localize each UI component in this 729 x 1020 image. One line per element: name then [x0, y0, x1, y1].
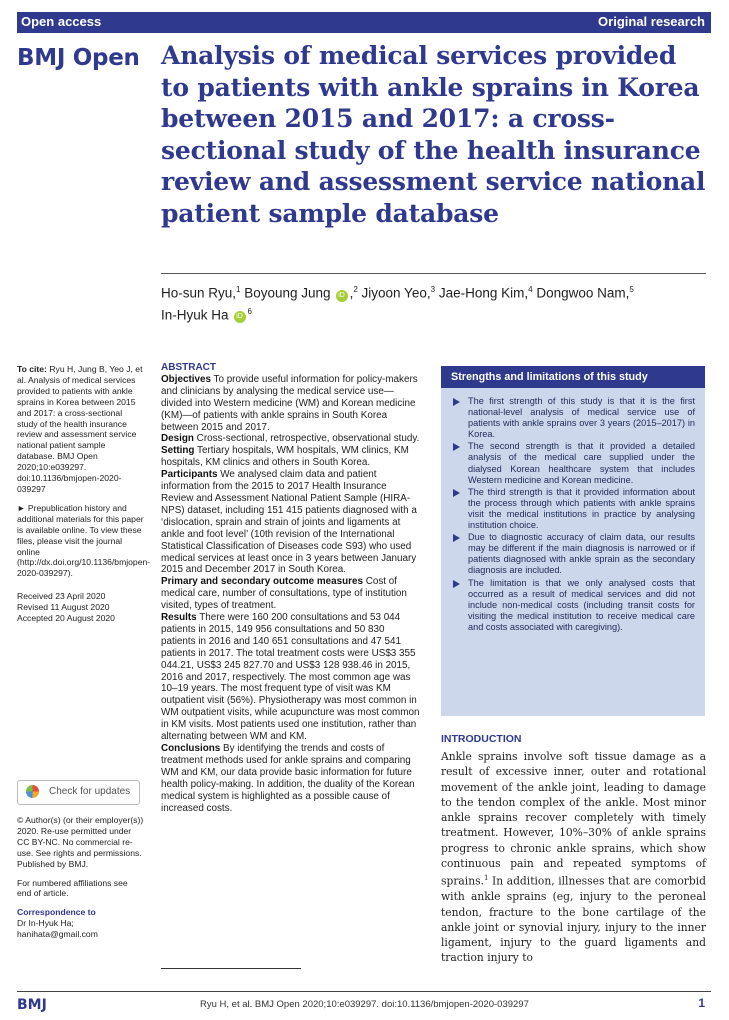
strengths-heading: Strengths and limitations of this study: [441, 366, 705, 388]
abstract-setting: [161, 445, 421, 469]
correspondence-email[interactable]: hanihata@gmail.com: [17, 929, 98, 940]
article-title: Analysis of medical services provided to patients with ankle sprains in Korea between 2015 and 2017: a cross-sectional study of the health insurance review and assessment service national patient sample database: [161, 41, 706, 228]
abstract-results: [161, 612, 421, 743]
abstract-participants: [161, 469, 421, 576]
list-item: [451, 532, 695, 576]
setting-text: Tertiary hospitals, WM hospitals, WM clinics, KM hospitals, KM clinics and others in South Korea.: [161, 445, 409, 469]
abstract: [161, 362, 421, 814]
cite-block: [17, 364, 144, 495]
list-item: [451, 441, 695, 485]
strengths-list: [441, 396, 705, 633]
reference-number[interactable]: 1: [484, 874, 489, 883]
author-name: Jae-Hong Kim,: [435, 285, 529, 301]
abstract-end-rule: [161, 968, 301, 969]
received-date: Received 23 April 2020: [17, 591, 106, 602]
affiliation-number: 1: [236, 285, 241, 294]
objectives-text: To provide useful information for policy-makers and clinicians by analysing the medical service use—divided into Western medicine (WM) and Korean medicine (KM)—of patients with ankle sprains in South Korea between 2015 and 2017.: [161, 373, 418, 433]
affiliation-number: 5: [629, 285, 634, 294]
outcomes-text: Cost of medical care, number of consultations, type of institution visited, types of treatment.: [161, 576, 407, 612]
author-name: Jiyoon Yeo,: [357, 285, 431, 301]
abstract-objectives: [161, 374, 421, 434]
list-item-text: The first strength of this study is that it is the first national-level analysis of medical service use of patients with ankle sprains over 3 years (2015–2017) in Korea.: [468, 396, 695, 440]
author-name: Ho-sun Ryu,: [161, 285, 237, 301]
abstract-heading: ABSTRACT: [161, 362, 216, 373]
prepub-note[interactable]: ► Prepublication history and additional materials for this paper is available online. To view these files, please visit the journal online (http://dx.doi.org/10.1136/bmjopen-2020-039297).: [17, 502, 151, 579]
participants-label: Participants: [161, 469, 218, 481]
abstract-design: [161, 433, 421, 445]
author-name[interactable]: Boyoung Jung: [240, 285, 331, 301]
outcomes-label: Primary and secondary outcome measures: [161, 576, 363, 588]
orcid-icon[interactable]: iD: [234, 311, 246, 323]
correspondence-name: Dr In-Hyuk Ha;: [17, 918, 74, 929]
footer-citation: Ryu H, et al. BMJ Open 2020;10:e039297. doi:10.1136/bmjopen-2020-039297: [200, 999, 529, 1010]
list-item: [451, 396, 695, 440]
top-banner: [17, 12, 711, 33]
affiliation-number: 6: [247, 306, 252, 316]
affiliations-note: For numbered affiliations see end of article.: [17, 877, 128, 899]
results-text: There were 160 200 consultations and 53 044 patients in 2015, 149 956 consultations and 50 830 patients in 2016 and 140 651 consultations and 47 541 patients in 2017. The total treatment costs were US$3 355 044.21, US$3 245 827.70 and US$3 128 938.46 in 2015, 2016 and 2017, respectively. The most common age was 10–19 years. The most frequent type of visit was KM outpatient visit (56%). Physiotherapy was most common in WM outpatient visits, while acupuncture was most common in KM visits. Most patients used one institution, rather than alternating between WM and KM.: [161, 612, 420, 743]
accepted-date: Accepted 20 August 2020: [17, 613, 115, 624]
list-item-text: The third strength is that it provided information about the process through which patients with ankle sprains visit the medical institutions in practice by analysing institution choice.: [468, 486, 695, 531]
affiliation-number: 3: [430, 285, 436, 294]
separator: ,: [349, 285, 354, 301]
check-updates-label: Check for updates: [49, 786, 131, 797]
correspondence-label: Correspondence to: [17, 907, 96, 918]
bullet-arrow-icon: [453, 489, 460, 497]
article-type-label: Original research: [598, 14, 705, 29]
open-access-label: Open access: [21, 14, 102, 29]
page-number: 1: [698, 996, 705, 1010]
objectives-label: Objectives: [161, 373, 211, 385]
design-text: Cross-sectional, retrospective, observational study.: [193, 433, 420, 445]
bmj-logo: BMJ: [17, 997, 47, 1013]
strengths-limitations-box: [441, 366, 705, 716]
cite-label: To cite:: [17, 364, 47, 374]
footer-rule: [17, 991, 711, 992]
introduction-text: [441, 749, 706, 966]
citation-sidebar: [17, 364, 151, 632]
author-name[interactable]: In-Hyuk Ha: [161, 307, 229, 322]
introduction-heading: INTRODUCTION: [441, 733, 522, 745]
cite-text: Ryu H, Jung B, Yeo J, et al. Analysis of medical services provided to patients with ankle sprains in Korea between 2015 and 2017: a cross-sectional study of the health insurance review and assessment service national patient sample database. BMJ Open 2020;10:e039297. doi:10.1136/bmjopen-2020-039297: [17, 364, 143, 494]
affiliation-number: 4: [528, 285, 533, 294]
copyright-note: © Author(s) (or their employer(s)) 2020. Re-use permitted under CC BY-NC. No commercial re-use. See rights and permissions. Published by BMJ.: [17, 815, 144, 869]
results-label: Results: [161, 612, 197, 624]
title-divider: [161, 273, 706, 274]
abstract-outcomes: [161, 576, 421, 612]
revised-date: Revised 11 August 2020: [17, 602, 110, 613]
list-item-text: The second strength is that it provided a detailed analysis of the medical care supplied under the dialysed Korean healthcare system that includes Western medicine and Korean medicine.: [468, 441, 695, 485]
crossmark-icon: [26, 785, 39, 798]
journal-logo: BMJ Open: [17, 45, 140, 71]
rights-sidebar: [17, 815, 144, 948]
bullet-arrow-icon: [453, 580, 460, 588]
intro-paragraph-part: Ankle sprains involve soft tissue damage as a result of excessive inner, outer and rotational movement of the ankle joint, leading to damage to the tendon complex of the ankle. Most minor ankle sprains recover completely with timely treatment. However, 10%–30% of ankle sprains progress to chronic ankle sprains, which show continuous pain and repeated symptoms of sprains.: [441, 750, 706, 888]
list-item: [451, 487, 695, 531]
check-for-updates-button[interactable]: [17, 780, 140, 805]
abstract-conclusions: [161, 743, 421, 814]
dates-block: [17, 591, 144, 624]
design-label: Design: [161, 433, 194, 445]
intro-paragraph-part: In addition, illnesses that are comorbid with ankle sprains (eg, injury to the peroneal tendon, fracture to the bone cartilage of the ankle joint or synovial injury, injury to the inner ligament, injury to the guard ligaments and traction injury to: [441, 874, 706, 965]
affiliation-number: 2: [353, 285, 358, 294]
bullet-arrow-icon: [453, 398, 460, 406]
correspondence-block: [17, 907, 144, 940]
setting-label: Setting: [161, 445, 195, 457]
author-name: Dongwoo Nam,: [532, 285, 630, 301]
orcid-icon[interactable]: iD: [336, 290, 348, 302]
bullet-arrow-icon: [453, 534, 460, 542]
list-item-text: The limitation is that we only analysed costs that occurred as a result of medical services and did not include non-medical costs (including transit costs for visiting the medical institution to receive medical care and costs associated with caregiving).: [468, 577, 695, 632]
participants-text: We analysed claim data and patient information from the 2015 to 2017 Health Insurance Review and Assessment National Patient Sample (HIRA-NPS) dataset, including 151 415 patients diagnosed with a ‘dislocation, sprain and strain of joints and ligaments at ankle and foot level’ (10th revision of the International Statistical Classification of Diseases code S93) who used medical services at least once in 3 years between January 2015 and December 2017 in South Korea.: [161, 469, 417, 576]
conclusions-label: Conclusions: [161, 743, 221, 754]
list-item: [451, 578, 695, 633]
bullet-arrow-icon: [453, 443, 460, 451]
list-item-text: Due to diagnostic accuracy of claim data, our results may be different if the main diagnosis is narrowed or if patients diagnosed with ankle sprain as the secondary diagnosis are included.: [468, 532, 695, 576]
conclusions-text: By identifying the trends and costs of treatment methods used for ankle sprains and comparing WM and KM, our data provide basic information for future health policy-making. In addition, the duality of the Korean medical system is highlighted as a possible cause of increased costs.: [161, 743, 415, 814]
author-list: [161, 281, 706, 324]
